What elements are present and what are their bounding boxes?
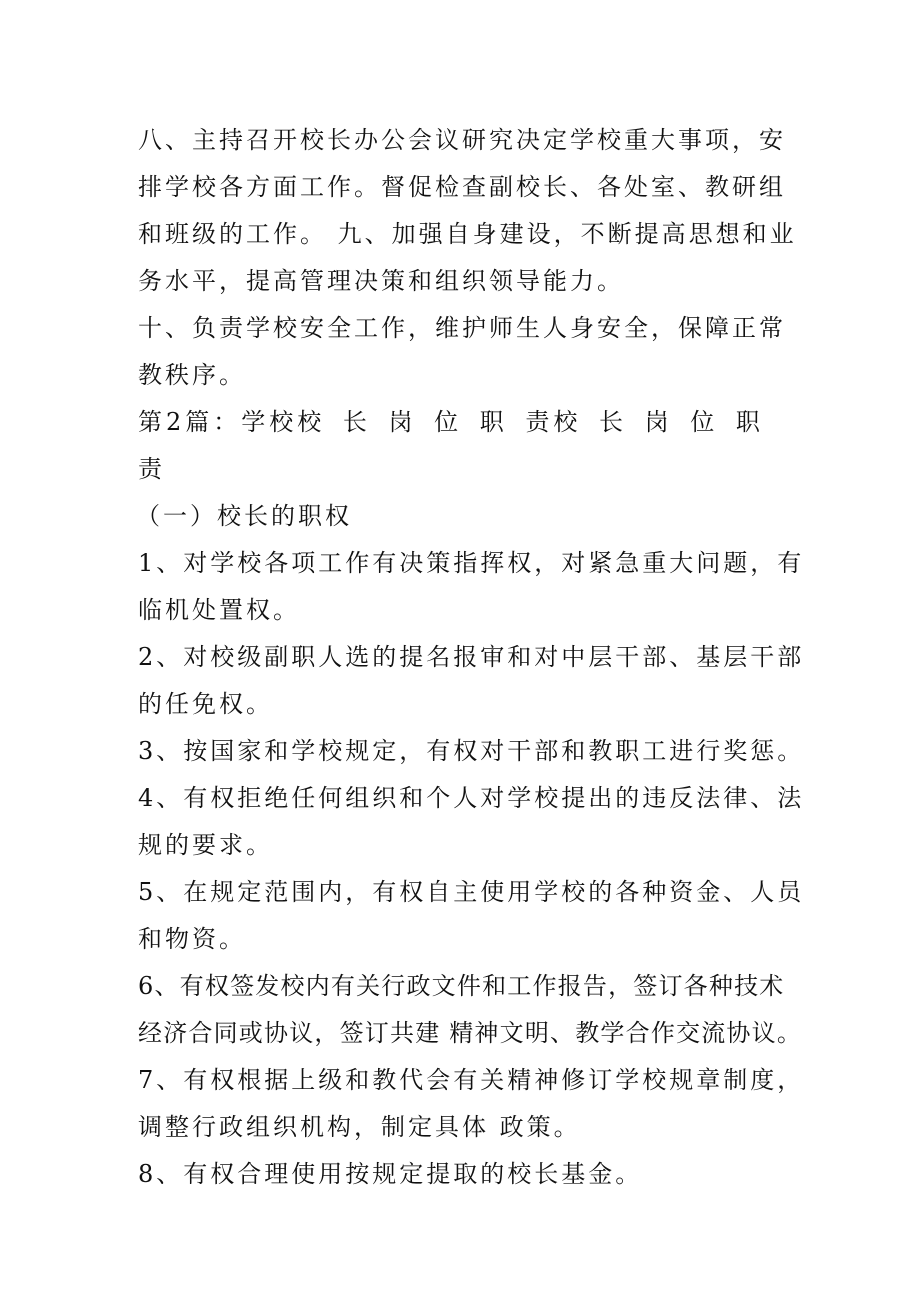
list-item: 5、在规定范围内，有权自主使用学校的各种资金、人员和物资。 <box>138 878 805 953</box>
paragraph-item-8-9: 八、主持召开校长办公会议研究决定学校重大事项，安排学校各方面工作。督促检查副校长、各处室、教研组和班级的工作。 九、加强自身建设，不断提高思想和业务水平，提高管理决策和组织领导能力。 <box>138 126 797 295</box>
paragraph-item-10: 十、负责学校安全工作，维护师生人身安全，保障正常教秩序。 <box>138 314 786 389</box>
list-item: 3、按国家和学校规定，有权对干部和教职工进行奖惩。 <box>138 737 805 765</box>
list-item: 1、对学校各项工作有决策指挥权，对紧急重大问题，有临机处置权。 <box>138 549 805 624</box>
list-item: 8、有权合理使用按规定提取的校长基金。 <box>138 1160 643 1188</box>
list-item: 6、有权签发校内有关行政文件和工作报告，签订各种技术经济合同或协议，签订共建 精神文明、教学合作交流协议。 <box>138 972 803 1047</box>
document-body <box>138 117 808 1198</box>
subheading-principal-powers: （一）校长的职权 <box>136 502 352 530</box>
list-item: 2、对校级副职人选的提名报审和对中层干部、基层干部的任免权。 <box>138 643 805 718</box>
list-item: 7、有权根据上级和教代会有关精神修订学校规章制度，调整行政组织机构，制定具体 政策。 <box>138 1066 805 1141</box>
section-heading: 第2篇：学校校 长 岗 位 职 责校 长 岗 位 职 责 <box>138 408 764 483</box>
list-item: 4、有权拒绝任何组织和个人对学校提出的违反法律、法规的要求。 <box>138 784 805 859</box>
